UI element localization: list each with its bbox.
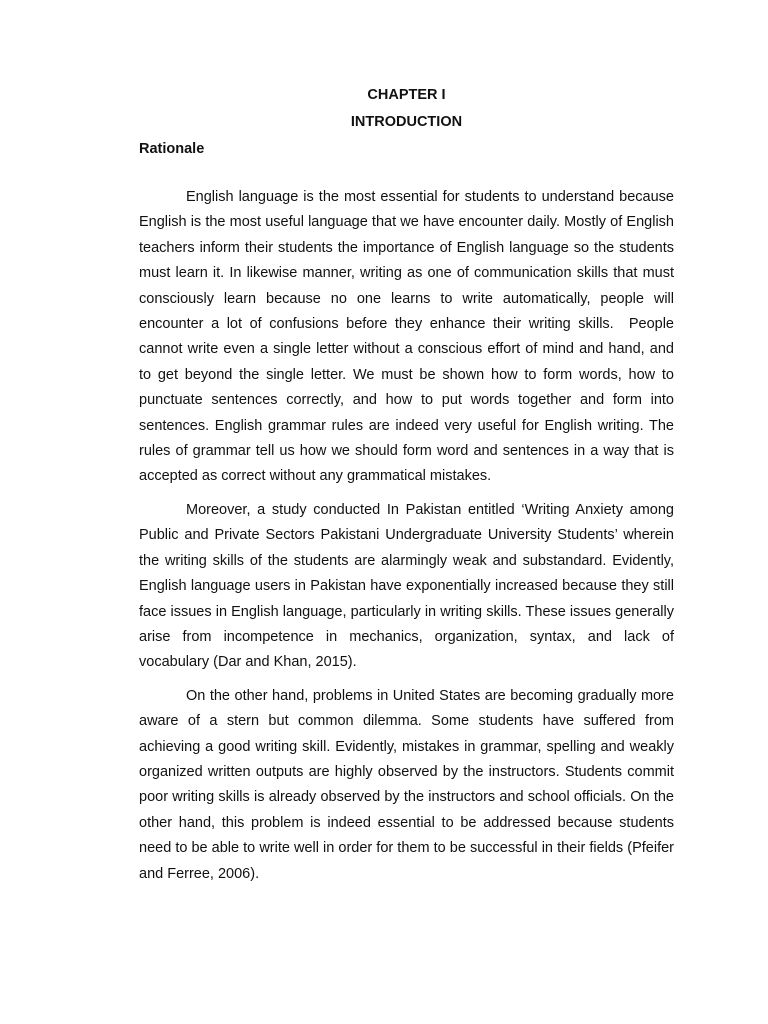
chapter-title: INTRODUCTION (350, 114, 463, 130)
paragraph-1: English language is the most essential for students to understand because English is the most useful language that we have encounter daily. Mostly of English teachers inform their students the importance of English language so the students must learn it. In likewise manner, writing as one of communication skills that must consciously learn because no one learns to write automatically, people will encounter a lot of confusions before they enhance their writing skills. People cannot write even a single letter without a conscious effort of mind and hand, and to get beyond the single letter. We must be shown how to form words, how to punctuate sentences correctly, and how to put words together and form into sentences. English grammar rules are indeed very useful for English writing. The rules of grammar tell us how we should form word and sentences in a way that is accepted as correct without any grammatical mistakes. (139, 189, 674, 485)
document-page (139, 86, 674, 887)
paragraph-3: On the other hand, problems in United States are becoming gradually more aware of a stern but common dilemma. Some students have suffered from achieving a good writing skill. Evidently, mistakes in grammar, spelling and weakly organized written outputs are highly observed by the instructors. Students commit poor writing skills is already observed by the instructors and school officials. On the other hand, this problem is indeed essential to be addressed because students need to be able to write well in order for them to be successful in their fields (Pfeifer and Ferree, 2006). (139, 687, 674, 882)
chapter-heading: CHAPTER I (367, 87, 446, 103)
section-heading: Rationale (139, 141, 205, 157)
paragraph-2: Moreover, a study conducted In Pakistan entitled ‘Writing Anxiety among Public and Private Sectors Pakistani Undergraduate University Students’ wherein the writing skills of the students are alarmingly weak and substandard. Evidently, English language users in Pakistan have exponentially increased because they still face issues in English language, particularly in writing skills. These issues generally arise from incompetence in mechanics, organization, syntax, and lack of vocabulary (Dar and Khan, 2015). (139, 501, 674, 671)
